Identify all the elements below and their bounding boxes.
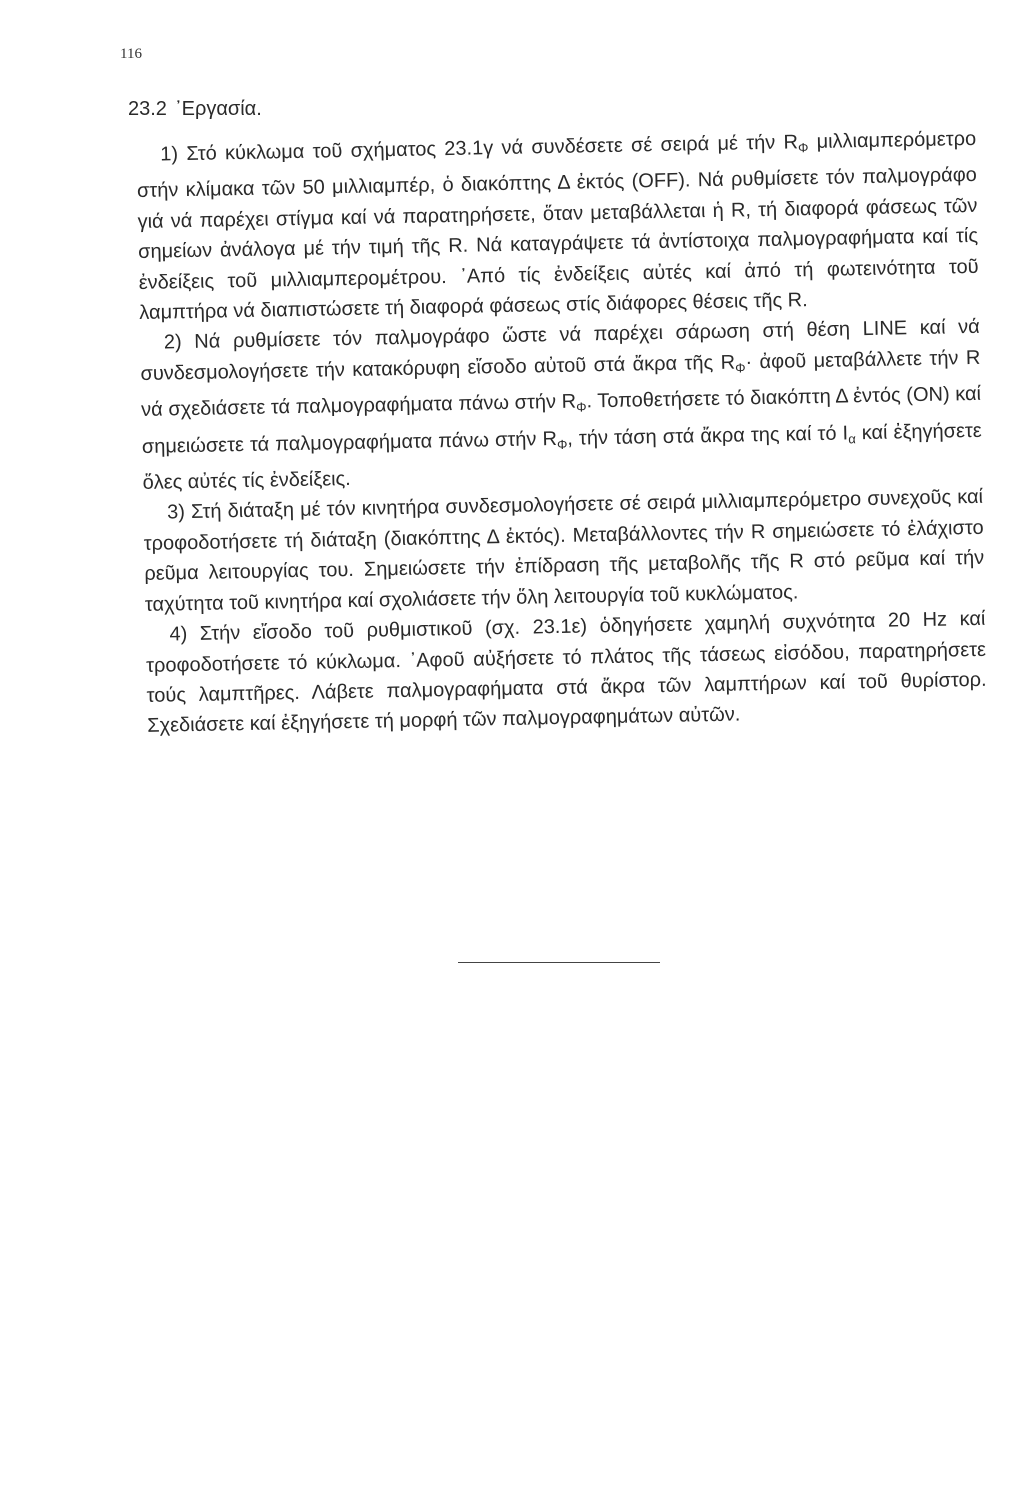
paragraph-2-text-c: . Τοποθετήσετε τό διακόπτη Δ ἐντός (ON) καί σημειώσετε τά παλμογραφήματα πάνω στήν R bbox=[141, 383, 982, 458]
paragraph-1-text-b: μιλλιαμπερόμετρο στήν κλίμακα τῶν 50 μιλλιαμπέρ, ὁ διακόπτης Δ ἐκτός (OFF). Νά ρυθμίσετε τόν παλμογράφο γιά νά παρέχει στίγμα καί νά παρατηρήσετε, ὅταν μεταβάλλεται ἡ R, τή διαφορά φάσεως τῶν σημείων ἀνάλογα μέ τήν τιμή τῆς R. Νά καταγράψετε τά ἀντίστοιχα παλμογραφήματα καί τίς ἐνδείξεις τοῦ μιλλιαμπερομέτρου. ᾽Από τίς ἐνδείξεις αὐτές καί ἀπό τή φωτεινότητα τοῦ λαμπτήρα νά διαπιστώσετε τή διαφορά φάσεως στίς διάφορες θέσεις τῆς R. bbox=[136, 127, 979, 324]
subscript-r-phi: Φ bbox=[556, 436, 568, 452]
paragraph-4-text: 4) Στήν εἴσοδο τοῦ ρυθμιστικοῦ (σχ. 23.1ε) ὁδηγήσετε χαμηλή συχνότητα 20 Hz καί τροφοδοτήσετε τό κύκλωμα. ᾽Αφοῦ αὐξήσετε τό πλάτος τῆς τάσεως εἰσόδου, παρατηρήσετε τούς λαμπτῆρες. Λάβετε παλμογραφήματα στά ἄκρα τῶν λαμπτήρων καί τοῦ θυρίστορ. Σχεδιάσετε καί ἐξηγήσετε τή μορφή τῶν παλμογραφημάτων αὐτῶν. bbox=[145, 607, 987, 738]
paragraph-2-text-b: · ἀφοῦ μεταβάλλετε τήν R νά σχεδιάσετε τά παλμογραφήματα πάνω στήν R bbox=[140, 346, 981, 422]
paragraph-2-text-d: , τήν τάση στά ἄκρα της καί τό I bbox=[567, 422, 849, 450]
section-heading bbox=[128, 98, 262, 121]
paragraph-2-text-e: καί ἐξηγήσετε ὅλες αὐτές τίς ἐνδείξεις. bbox=[142, 419, 982, 494]
paragraph-4 bbox=[145, 604, 987, 742]
paragraph-3 bbox=[143, 482, 985, 620]
subscript-i-alpha: α bbox=[848, 430, 856, 447]
subscript-r-phi: Φ bbox=[797, 140, 809, 156]
paragraph-1 bbox=[136, 124, 979, 329]
paragraph-1-text-a: 1) Στό κύκλωμα τοῦ σχήματος 23.1γ νά συνδέσετε σέ σειρά μέ τήν R bbox=[160, 131, 799, 166]
subscript-r-phi: Φ bbox=[576, 399, 587, 415]
body-text bbox=[136, 124, 987, 742]
paragraph-3-text: 3) Στή διάταξη μέ τόν κινητήρα συνδεσμολογήσετε σέ σειρά μιλλιαμπερόμετρο συνεχοῦς καί τροφοδοτήσετε τή διάταξη (διακόπτης Δ ἐκτός). Μεταβάλλοντες τήν R σημειώσετε τό ἐλάχιστο ρεῦμα λειτουργίας του. Σημειώσετε τήν ἐπίδραση τῆς μεταβολῆς τῆς R στό ρεῦμα καί τήν ταχύτητα τοῦ κινητήρα καί σχολιάσετε τήν ὅλη λειτουργία τοῦ κυκλώματος. bbox=[143, 486, 985, 616]
paragraph-2 bbox=[140, 312, 983, 498]
page-number: 116 bbox=[120, 46, 142, 62]
section-title: ᾽Εργασία. bbox=[174, 98, 262, 120]
end-of-section-rule bbox=[458, 962, 660, 963]
section-number: 23.2 bbox=[128, 98, 167, 120]
subscript-r-phi: Φ bbox=[735, 360, 746, 376]
paragraph-2-text-a: 2) Νά ρυθμίσετε τόν παλμογράφο ὥστε νά παρέχει σάρωση στή θέση LINE καί νά συνδεσμολογήσετε τήν κατακόρυφη εἴσοδο αὐτοῦ στά ἄκρα τῆς R bbox=[140, 316, 980, 385]
